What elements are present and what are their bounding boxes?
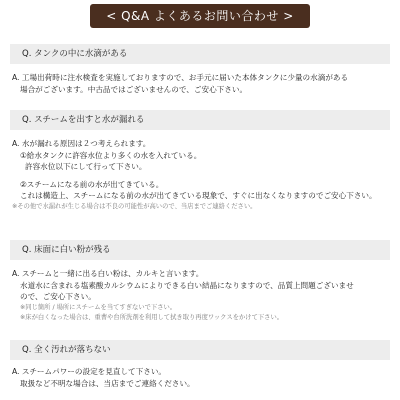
answer-tank-water-drops: [12, 72, 396, 95]
question-steam-leak: Q. スチームを出すと水が漏れる: [10, 110, 390, 130]
note-line: ※その他で水漏れが生じる場合は不良の可能性が高いので、当店までご連絡ください。: [12, 202, 257, 210]
answer-line: 場合がございます。中古品ではございませんので、ご安心下さい。: [20, 84, 248, 94]
note-line: ※同じ箇所 / 場所にスチームを当てすぎないで下さい。: [20, 303, 177, 311]
answer-steam-leak: [12, 138, 396, 212]
answer-line: A. 工場出荷時に注水検査を実施しておりますので、お手元に届いた本体タンクに少量の水滴がある: [12, 73, 349, 82]
page-title: < Q&A よくあるお問い合わせ >: [90, 4, 310, 28]
answer-white-powder: [12, 268, 396, 323]
answer-line: 水道水に含まれる塩素酸カルシウムによりできる白い結晶になりますので、品質上問題ございませ: [20, 280, 354, 290]
answer-line: A. スチームパワーの設定を見直して下さい。: [12, 367, 167, 376]
note-line: ※床が白くなった場合は、重曹や台所洗剤を利用して拭き取り再度ワックスをかけて下さい。: [20, 313, 284, 321]
answer-not-cleaning: [12, 366, 396, 389]
answer-line: ①給水タンクに許容水位より多くの水を入れている。: [20, 150, 202, 160]
answer-line: これは構造上、スチームになる前の水が出てきている現象で、すぐに出なくなりますのでご安心下さい。: [20, 191, 377, 200]
answer-line: A. スチームと一緒に出る白い粉は、カルキと言います。: [12, 269, 204, 278]
answer-line: ②スチームになる前の水が出てきている。: [20, 179, 164, 189]
answer-line: A. 水が漏れる原因は２つ考えられます。: [12, 139, 151, 148]
answer-line: 許容水位以下にして行って下さい。: [25, 162, 147, 171]
answer-line: ので、ご安心下さい。: [20, 292, 96, 301]
answer-line: 取扱など不明な場合は、当店までご連絡ください。: [20, 378, 195, 388]
question-not-cleaning: Q. 全く汚れが落ちない: [10, 340, 390, 360]
question-white-powder: Q. 床面に白い粉が残る: [10, 240, 390, 260]
question-tank-water-drops: Q. タンクの中に水滴がある: [10, 44, 390, 64]
